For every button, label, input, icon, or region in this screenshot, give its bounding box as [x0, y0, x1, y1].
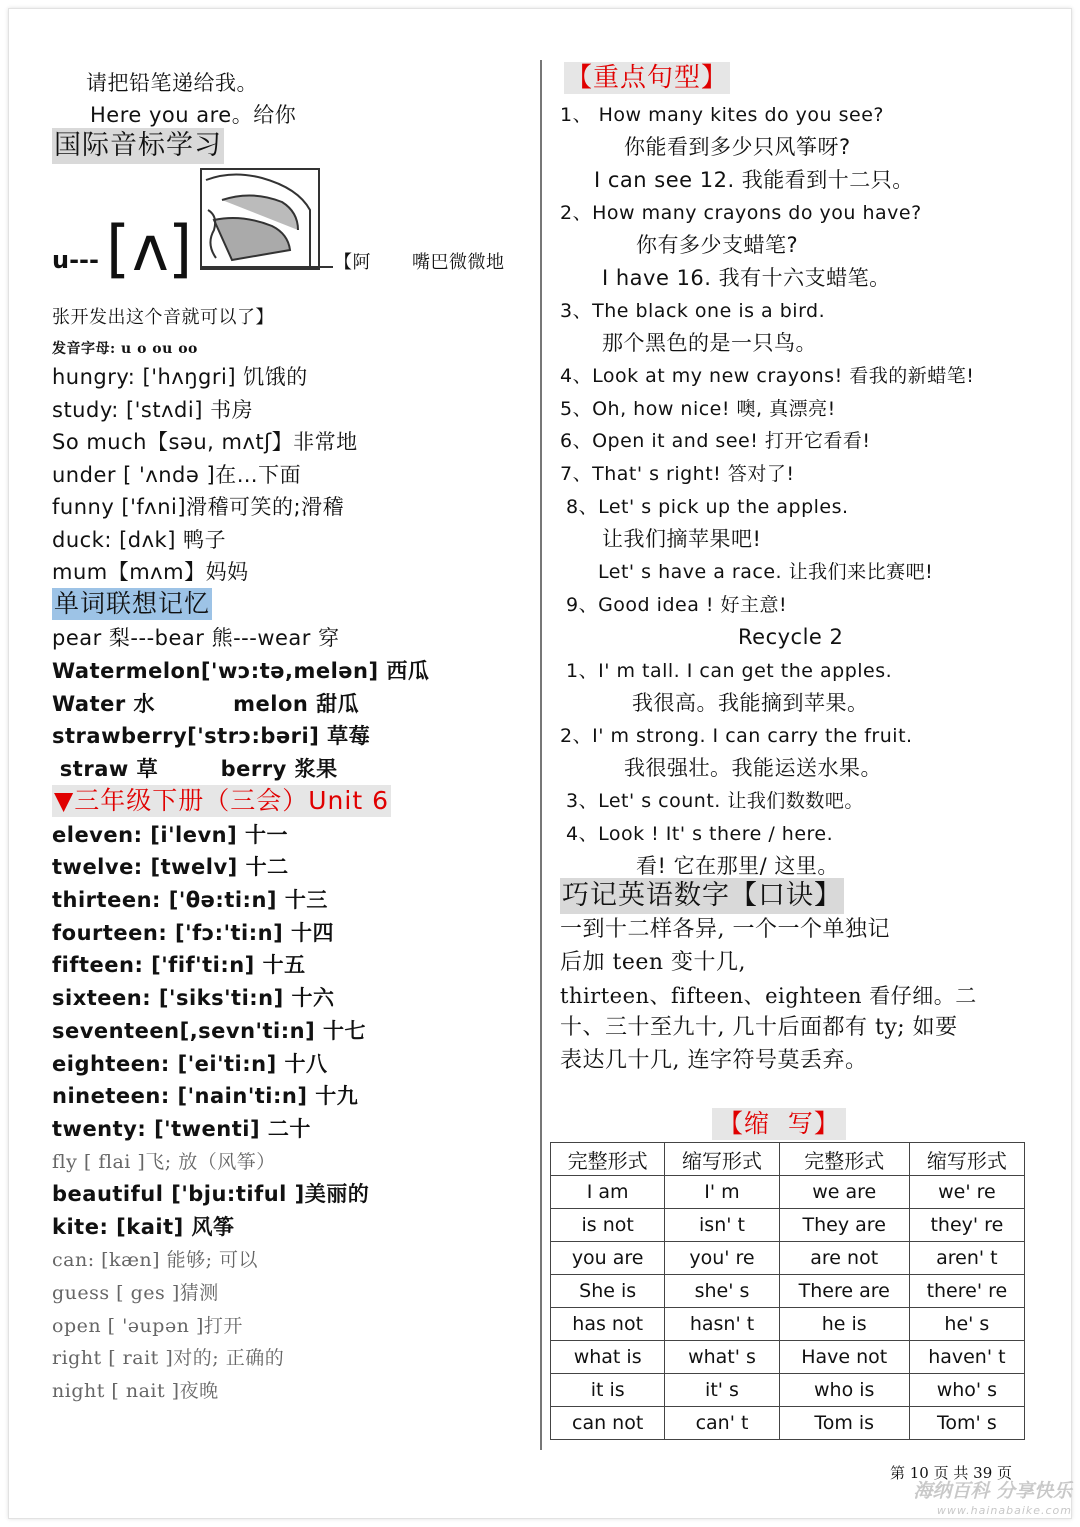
- numbers-line: 十、三十至九十, 几十后面都有 ty; 如要: [560, 1015, 958, 1040]
- key-line: I have 16. 我有十六支蜡笔。: [602, 266, 891, 290]
- table-header: 完整形式: [779, 1143, 909, 1176]
- unit-word-line: kite: [kait] 风筝: [52, 1215, 235, 1239]
- table-cell: are not: [779, 1242, 909, 1275]
- ipa-word-line: study: ['stʌdi] 书房: [52, 398, 254, 422]
- table-cell: there' re: [909, 1275, 1024, 1308]
- assoc-line: pear 梨---bear 熊---wear 穿: [52, 626, 340, 650]
- table-cell: She is: [551, 1275, 665, 1308]
- table-cell: I' m: [665, 1176, 779, 1209]
- table-header: 缩写形式: [909, 1143, 1024, 1176]
- assoc-line: strawberry['strɔ:bəri] 草莓: [52, 724, 371, 748]
- unit-word-line: seventeen[,sevn'ti:n] 十七: [52, 1019, 366, 1043]
- table-cell: we' re: [909, 1176, 1024, 1209]
- unit-heading: ▼三年级下册（三会）Unit 6: [54, 786, 389, 815]
- key-line: 7、That' s right! 答对了!: [560, 463, 795, 485]
- table-cell: Tom' s: [909, 1407, 1024, 1440]
- watermark-main: 海纳百科 分享快乐: [913, 1480, 1072, 1502]
- ipa-symbol-open-bracket: [: [106, 212, 131, 285]
- table-cell: who' s: [909, 1374, 1024, 1407]
- ipa-word-line: under [ 'ʌndə ]在…下面: [52, 463, 302, 487]
- table-cell: aren' t: [909, 1242, 1024, 1275]
- key-line: 你有多少支蜡笔?: [636, 233, 799, 257]
- unit-word-line: night [ nait ]夜晚: [52, 1380, 219, 1402]
- ipa-underline: [200, 266, 333, 268]
- ipa-word-line: duck: [dʌk] 鸭子: [52, 528, 227, 552]
- ipa-letters: 发音字母: u o ou oo: [52, 341, 198, 357]
- table-cell: can not: [551, 1407, 665, 1440]
- table-row: [551, 1209, 1025, 1242]
- recycle-title: Recycle 2: [738, 625, 844, 649]
- key-sentences-heading: 【重点句型】: [566, 63, 729, 93]
- key-line: 那个黑色的是一只鸟。: [602, 331, 817, 355]
- table-cell: who is: [779, 1374, 909, 1407]
- numbers-line: thirteen、fifteen、eighteen 看仔细。二: [560, 984, 977, 1008]
- table-cell: they' re: [909, 1209, 1024, 1242]
- unit-word-line: right [ rait ]对的; 正确的: [52, 1347, 285, 1369]
- unit-word-line: twelve: [twelv] 十二: [52, 855, 289, 879]
- ipa-note-2: 嘴巴微微地: [412, 252, 505, 273]
- abbr-heading: 【缩 写】: [712, 1108, 846, 1140]
- assoc-line: Water 水 melon 甜瓜: [52, 692, 360, 716]
- watermark: [913, 1481, 1072, 1521]
- ipa-prefix-text: u---: [52, 246, 99, 274]
- ipa-word-line: funny ['fʌni]滑稽可笑的;滑稽: [52, 495, 345, 519]
- table-row: [551, 1374, 1025, 1407]
- key-line: 4、Look at my new crayons! 看我的新蜡笔!: [560, 365, 975, 387]
- abbreviation-table: [550, 1142, 1025, 1440]
- unit-word-line: sixteen: ['siks'ti:n] 十六: [52, 986, 335, 1010]
- key-line: 让我们摘苹果吧!: [602, 527, 762, 551]
- key-line: 9、Good idea ! 好主意!: [566, 594, 788, 616]
- intro-line-2: Here you are。给你: [90, 103, 297, 127]
- table-cell: you' re: [665, 1242, 779, 1275]
- unit-word-line: twenty: ['twenti] 二十: [52, 1117, 311, 1141]
- ipa-word-line: hungry: ['hʌŋgri] 饥饿的: [52, 365, 308, 389]
- mouth-diagram-icon: [200, 168, 320, 270]
- table-cell: it is: [551, 1374, 665, 1407]
- table-row: [551, 1242, 1025, 1275]
- table-cell: hasn' t: [665, 1308, 779, 1341]
- ipa-heading: 国际音标学习: [52, 128, 224, 164]
- key-line: 5、Oh, how nice! 噢, 真漂亮!: [560, 398, 836, 420]
- ipa-symbol-close-bracket: ]: [168, 212, 193, 285]
- numbers-line: 表达几十几, 连字符号莫丢弃。: [560, 1048, 868, 1073]
- table-header: 缩写形式: [665, 1143, 779, 1176]
- recycle-line: 我很强壮。我能运送水果。: [624, 756, 882, 780]
- ipa-symbol: ʌ: [132, 212, 169, 285]
- intro-line-1: 请把铅笔递给我。: [86, 71, 258, 95]
- table-cell: Tom is: [779, 1407, 909, 1440]
- table-cell: I am: [551, 1176, 665, 1209]
- table-cell: can' t: [665, 1407, 779, 1440]
- table-cell: he' s: [909, 1308, 1024, 1341]
- assoc-line: straw 草 berry 浆果: [52, 757, 338, 781]
- assoc-line: Watermelon['wɔ:tə,melən] 西瓜: [52, 659, 430, 683]
- assoc-heading: 单词联想记忆: [54, 589, 211, 618]
- unit-word-line: thirteen: ['θə:ti:n] 十三: [52, 888, 328, 912]
- recycle-line: 我很高。我能摘到苹果。: [632, 691, 869, 715]
- unit-word-line: can: [kæn] 能够; 可以: [52, 1249, 259, 1271]
- table-header: 完整形式: [551, 1143, 665, 1176]
- unit-word-line: nineteen: ['nain'ti:n] 十九: [52, 1084, 359, 1108]
- table-cell: There are: [779, 1275, 909, 1308]
- key-line: 1、 How many kites do you see?: [560, 104, 884, 126]
- recycle-line: 4、Look ! It' s there / here.: [566, 823, 834, 845]
- column-divider: [540, 60, 542, 1450]
- key-line: I can see 12. 我能看到十二只。: [594, 168, 914, 192]
- unit-word-line: eleven: [i'levn] 十一: [52, 823, 288, 847]
- ipa-prefix: [52, 246, 99, 274]
- key-line: 8、Let' s pick up the apples.: [566, 496, 849, 518]
- key-line: 你能看到多少只风筝呀?: [624, 135, 851, 159]
- table-cell: has not: [551, 1308, 665, 1341]
- table-cell: isn' t: [665, 1209, 779, 1242]
- table-cell: haven' t: [909, 1341, 1024, 1374]
- ipa-note-3: 张开发出这个音就可以了】: [52, 307, 274, 328]
- unit-word-line: fourteen: ['fɔ:'ti:n] 十四: [52, 921, 334, 945]
- unit-word-line: eighteen: ['ei'ti:n] 十八: [52, 1052, 328, 1076]
- unit-word-line: open [ 'əupən ]打开: [52, 1315, 243, 1337]
- numbers-line: 一到十二样各异, 一个一个单独记: [560, 917, 890, 942]
- table-header-row: [551, 1143, 1025, 1176]
- key-line: 3、The black one is a bird.: [560, 300, 826, 322]
- table-row: [551, 1308, 1025, 1341]
- table-cell: it' s: [665, 1374, 779, 1407]
- page-number: 第 10 页 共 39 页: [890, 1464, 1013, 1482]
- watermark-url: www.hainabaike.com: [936, 1504, 1072, 1517]
- table-cell: he is: [779, 1308, 909, 1341]
- unit-word-line: fly [ flai ]飞; 放（风筝）: [52, 1151, 276, 1173]
- table-cell: what' s: [665, 1341, 779, 1374]
- table-row: [551, 1275, 1025, 1308]
- recycle-line: 3、Let' s count. 让我们数数吧。: [566, 790, 864, 812]
- unit-word-line: beautiful ['bju:tiful ]美丽的: [52, 1182, 370, 1206]
- recycle-line: 1、I' m tall. I can get the apples.: [566, 660, 893, 682]
- key-line: Let' s have a race. 让我们来比赛吧!: [598, 561, 934, 583]
- recycle-line: 2、I' m strong. I can carry the fruit.: [560, 725, 913, 747]
- table-cell: she' s: [665, 1275, 779, 1308]
- table-row: [551, 1407, 1025, 1440]
- unit-word-line: fifteen: ['fif'ti:n] 十五: [52, 953, 306, 977]
- table-cell: we are: [779, 1176, 909, 1209]
- unit-word-line: guess [ ges ]猜测: [52, 1282, 219, 1304]
- recycle-line: 看! 它在那里/ 这里。: [636, 854, 839, 878]
- ipa-note-1: 【阿: [334, 252, 371, 273]
- table-cell: you are: [551, 1242, 665, 1275]
- ipa-word-line: mum【mʌm】妈妈: [52, 560, 249, 584]
- table-row: [551, 1176, 1025, 1209]
- table-cell: what is: [551, 1341, 665, 1374]
- numbers-heading: 巧记英语数字【口诀】: [560, 878, 844, 914]
- key-line: 6、Open it and see! 打开它看看!: [560, 430, 871, 452]
- table-cell: Have not: [779, 1341, 909, 1374]
- table-cell: They are: [779, 1209, 909, 1242]
- table-row: [551, 1341, 1025, 1374]
- ipa-word-line: So much【səu, mʌtʃ】非常地: [52, 430, 358, 454]
- numbers-line: 后加 teen 变十几,: [560, 950, 747, 975]
- table-cell: is not: [551, 1209, 665, 1242]
- key-line: 2、How many crayons do you have?: [560, 202, 922, 224]
